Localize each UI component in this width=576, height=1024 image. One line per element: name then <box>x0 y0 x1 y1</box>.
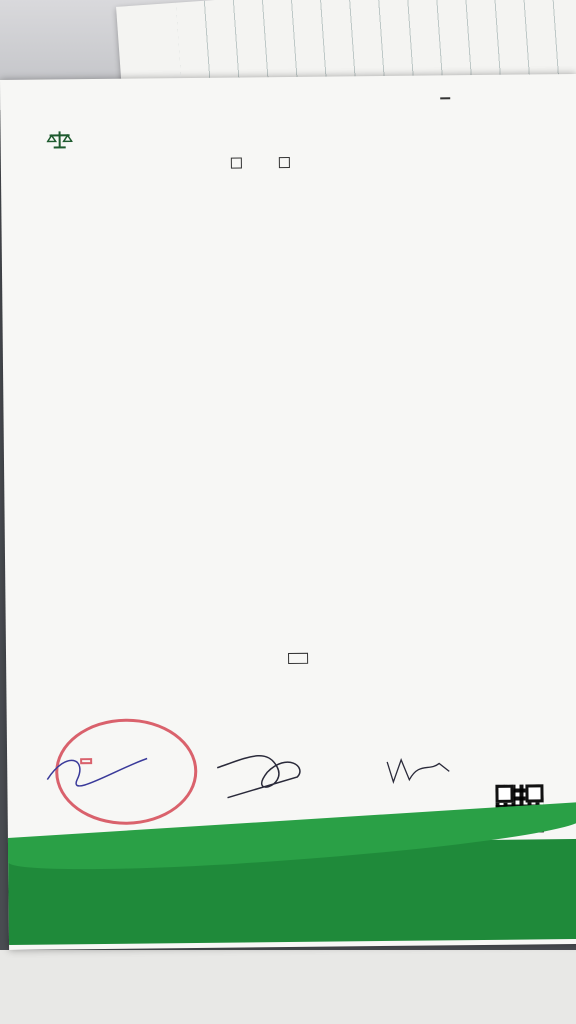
initial-check-mark <box>231 158 242 169</box>
constant-check-mark <box>288 653 308 664</box>
scales-icon <box>47 129 73 149</box>
qr-finder <box>495 785 513 803</box>
type-final-checkbox <box>279 157 292 168</box>
form-number <box>440 97 450 99</box>
type-initial-checkbox <box>231 157 244 168</box>
constant-checkbox <box>288 653 310 664</box>
underlying-page-bottom <box>0 950 576 1024</box>
master-signature <box>37 738 158 799</box>
final-check-box <box>279 157 290 168</box>
surveyor-signature <box>379 751 459 792</box>
footer-band <box>8 839 576 945</box>
qr-finder <box>525 784 543 802</box>
draft-survey-document <box>0 74 576 950</box>
hlc-signature <box>207 736 348 807</box>
vinacontrol-logo <box>47 129 73 154</box>
